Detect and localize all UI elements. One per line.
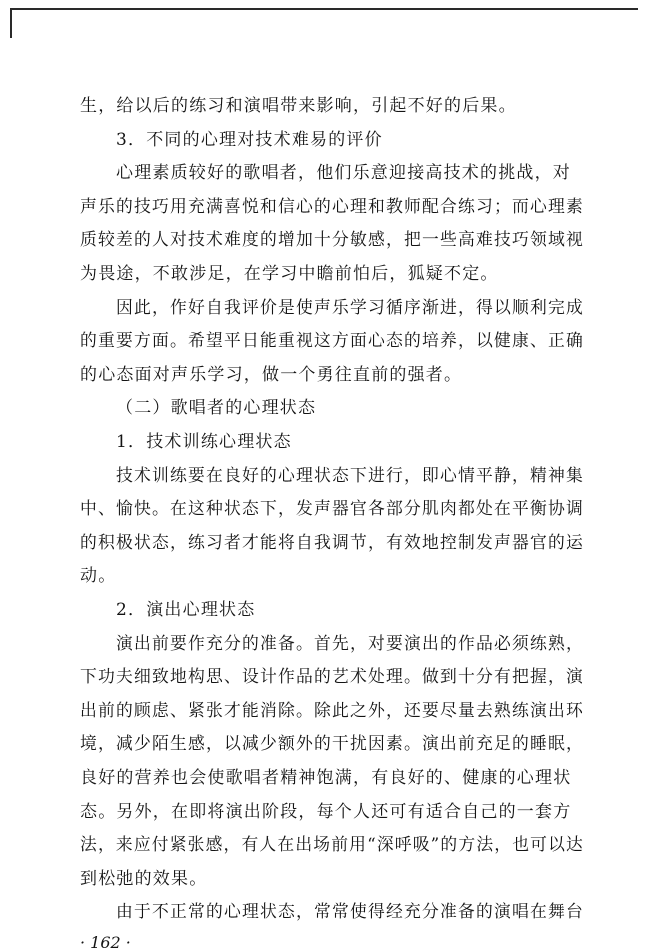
text-line: 的心态面对声乐学习，做一个勇往直前的强者。 (80, 365, 463, 385)
page-number: · 162 · (80, 933, 131, 952)
paragraph-first-line: 技术训练要在良好的心理状态下进行，即心情平静，精神集 (116, 466, 584, 486)
text-line: 的重要方面。希望平日能重视这方面心态的培养，以健康、正确 (80, 331, 585, 351)
paragraph-first-line: 心理素质较好的歌唱者，他们乐意迎接高技术的挑战，对 (116, 163, 571, 183)
text-line: 中、愉快。在这种状态下，发声器官各部分肌肉都处在平衡协调 (80, 499, 585, 519)
paragraph-first-line: 因此，作好自我评价是使声乐学习循序渐进，得以顺利完成 (116, 298, 584, 318)
text-line: 的积极状态，练习者才能将自我调节，有效地控制发声器官的运 (80, 533, 585, 553)
section-heading: （二）歌唱者的心理状态 (116, 398, 317, 418)
paragraph-first-line: 演出前要作充分的准备。首先，对要演出的作品必须练熟， (116, 634, 584, 654)
text-line: 境，减少陌生感，以减少额外的干扰因素。演出前充足的睡眠， (80, 734, 585, 754)
text-line: 为畏途，不敢涉足，在学习中瞻前怕后，狐疑不定。 (80, 264, 499, 284)
text-line: 态。另外，在即将演出阶段，每个人还可有适合自己的一套方 (80, 802, 572, 822)
text-line: 良好的营养也会使歌唱者精神饱满，有良好的、健康的心理状 (80, 768, 572, 788)
paragraph-first-line: 由于不正常的心理状态，常常使得经充分准备的演唱在舞台 (116, 902, 584, 922)
text-line: 质较差的人对技术难度的增加十分敏感，把一些高难技巧领域视 (80, 230, 585, 250)
text-line: 下功夫细致地构思、设计作品的艺术处理。做到十分有把握，演 (80, 667, 585, 687)
text-line: 出前的顾虑、紧张才能消除。除此之外，还要尽量去熟练演出环 (80, 701, 585, 721)
section-heading: 3．不同的心理对技术难易的评价 (116, 130, 383, 150)
subsection-heading: 1．技术训练心理状态 (116, 432, 292, 452)
text-line: 声乐的技巧用充满喜悦和信心的心理和教师配合练习；而心理素 (80, 197, 585, 217)
text-line: 生，给以后的练习和演唱带来影响，引起不好的后果。 (80, 96, 517, 116)
text-line: 法，来应付紧张感，有人在出场前用“深呼吸”的方法，也可以达 (80, 835, 584, 855)
text-line: 到松弛的效果。 (80, 869, 208, 889)
text-line: 动。 (80, 566, 117, 586)
subsection-heading: 2．演出心理状态 (116, 600, 256, 620)
